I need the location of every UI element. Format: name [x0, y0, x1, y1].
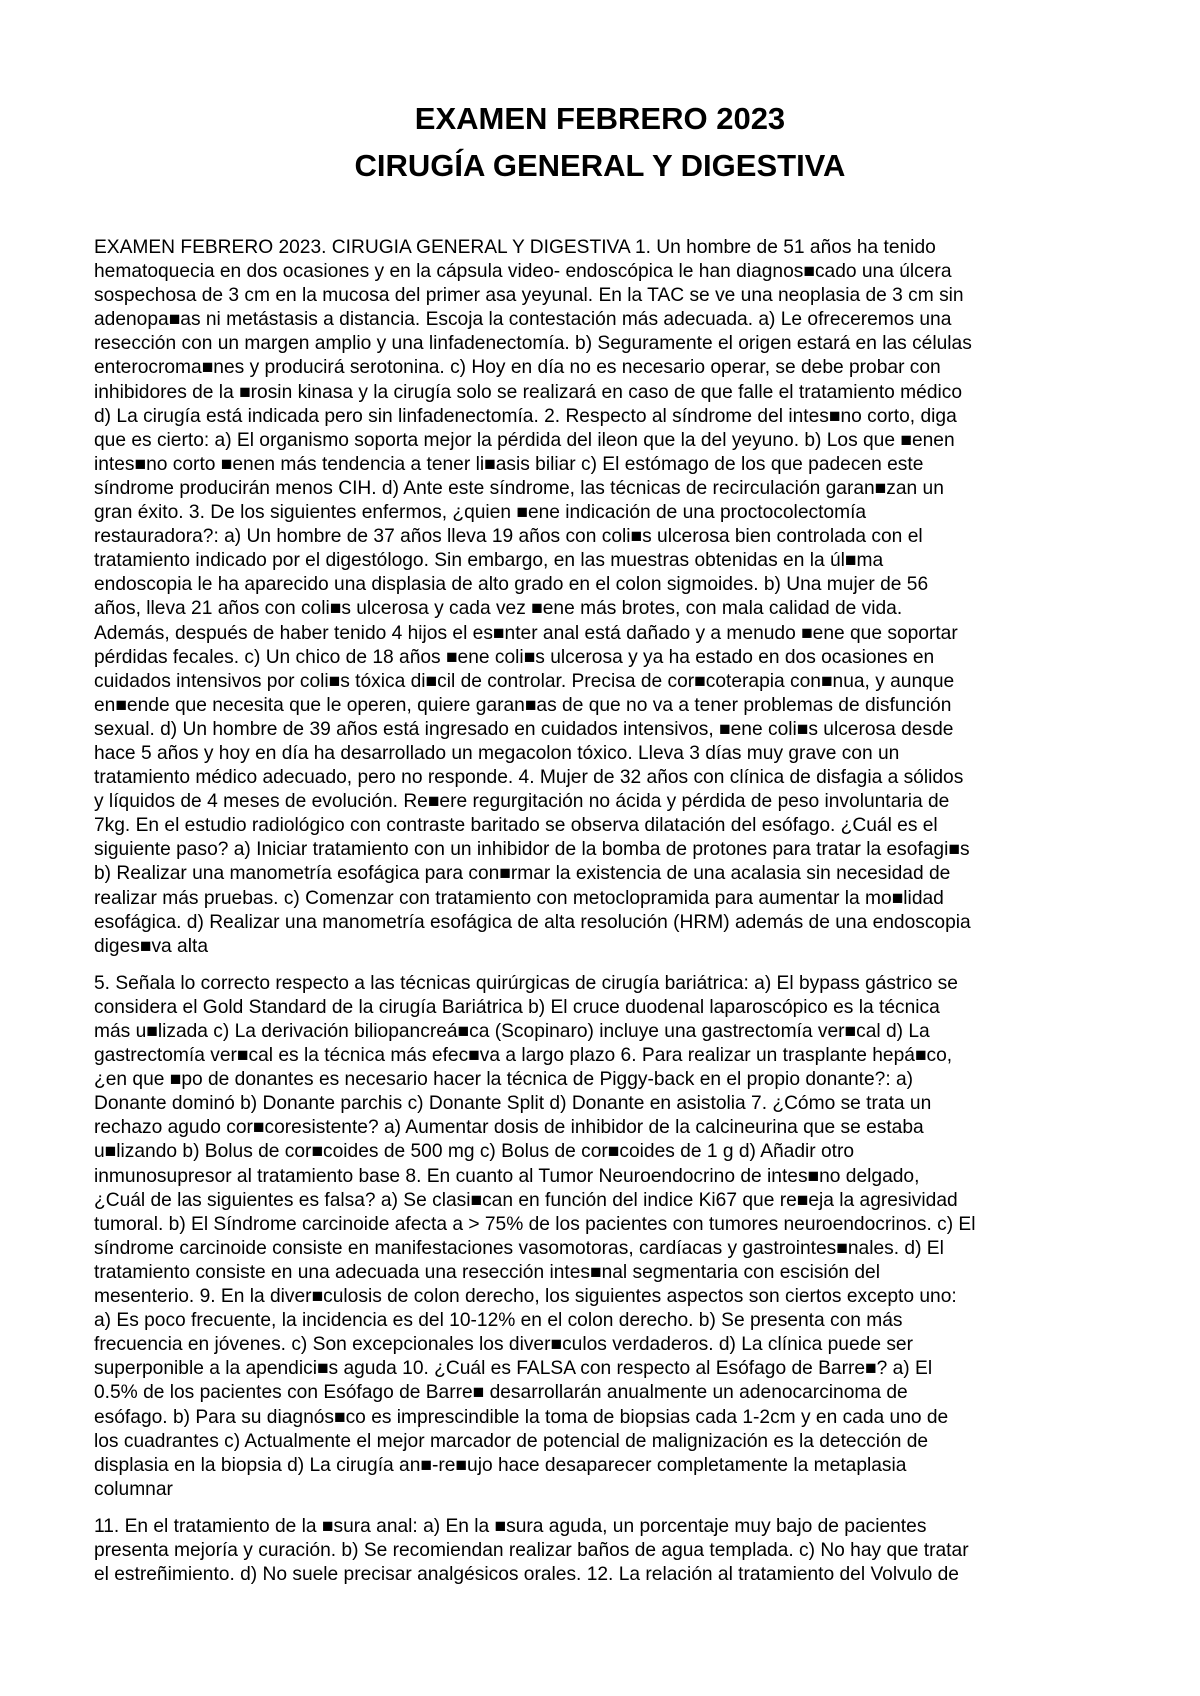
document-body — [94, 236, 1114, 1600]
paragraph-questions-11-12: 11. En el tratamiento de la ■sura anal: a) En la ■sura aguda, un porcentaje muy bajo de pacientes presenta mejoría y curación. b) Se recomiendan realizar baños de agua templada. c) No hay que tratar el estreñimiento. d) No suele precisar analgésicos orales. 12. La relación al tratamiento del Volvulo de — [94, 1515, 969, 1586]
paragraph-questions-5-10: 5. Señala lo correcto respecto a las técnicas quirúrgicas de cirugía bariátrica: a) El bypass gástrico se considera el Gold Standard de la cirugía Bariátrica b) El cruce duodenal laparoscópico es la técnica más u■lizada c) La derivación biliopancreá■ca (Scopinaro) incluye una gastrectomía ver■cal d) La gastrectomía ver■cal es la técnica más efec■va a largo plazo 6. Para realizar un trasplante hepá■co, ¿en que ■po de donantes es necesario hacer la técnica de Piggy-back en el propio donante?: a) Donante dominó b) Donante parchis c) Donante Split d) Donante en asistolia 7. ¿Cómo se trata un rechazo agudo cor■coresistente? a) Aumentar dosis de inhibidor de la calcineurina que se estaba u■lizando b) Bolus de cor■coides de 500 mg c) Bolus de cor■coides de 1 g d) Añadir otro inmunosupresor al tratamiento base 8. En cuanto al Tumor Neuroendocrino de intes■no delgado, ¿Cuál de las siguientes es falsa? a) Se clasi■can en función del indice Ki67 que re■eja la agresividad tumoral. b) El Síndrome carcinoide afecta a > 75% de los pacientes con tumores neuroendocrinos. c) El síndrome carcinoide consiste en manifestaciones vasomotoras, cardíacas y gastrointes■nales. d) El tratamiento consiste en una adecuada una resección intes■nal segmentaria con escisión del mesenterio. 9. En la diver■culosis de colon derecho, los siguientes aspectos son ciertos excepto uno: a) Es poco frecuente, la incidencia es del 10-12% en el colon derecho. b) Se presenta con más frecuencia en jóvenes. c) Son excepcionales los diver■culos verdaderos. d) La clínica puede ser superponible a la apendici■s aguda 10. ¿Cuál es FALSA con respecto al Esófago de Barre■? a) El 0.5% de los pacientes con Esófago de Barre■ desarrollarán anualmente un adenocarcinoma de esófago. b) Para su diagnós■co es imprescindible la toma de biopsias cada 1-2cm y en cada uno de los cuadrantes c) Actualmente el mejor marcador de potencial de malignización es la detección de displasia en la biopsia d) La cirugía an■-re■ujo hace desaparecer completamente la metaplasia columnar — [94, 972, 976, 1500]
title-line-1: EXAMEN FEBRERO 2023 — [414, 101, 786, 136]
paragraph-questions-1-4: EXAMEN FEBRERO 2023. CIRUGIA GENERAL Y DIGESTIVA 1. Un hombre de 51 años ha tenido hematoquecia en dos ocasiones y en la cápsula video- endoscópica le han diagnos■cado una úlcera sospechosa de 3 cm en la mucosa del primer asa yeyunal. En la TAC se ve una neoplasia de 3 cm sin adenopa■as ni metástasis a distancia. Escoja la contestación más adecuada. a) Le ofreceremos una resección con un margen amplio y una linfadenectomía. b) Seguramente el origen estará en las células enterocroma■nes y producirá serotonina. c) Hoy en día no es necesario operar, se debe probar con inhibidores de la ■rosin kinasa y la cirugía solo se realizará en caso de que falle el tratamiento médico d) La cirugía está indicada pero sin linfadenectomía. 2. Respecto al síndrome del intes■no corto, diga que es cierto: a) El organismo soporta mejor la pérdida del ileon que la del yeyuno. b) Los que ■enen intes■no corto ■enen más tendencia a tener li■asis biliar c) El estómago de los que padecen este síndrome producirán menos CIH. d) Ante este síndrome, las técnicas de recirculación garan■zan un gran éxito. 3. De los siguientes enfermos, ¿quien ■ene indicación de una proctocolectomía restauradora?: a) Un hombre de 37 años lleva 19 años con coli■s ulcerosa bien controlada con el tratamiento indicado por el digestólogo. Sin embargo, en las muestras obtenidas en la úl■ma endoscopia le ha aparecido una displasia de alto grado en el colon sigmoides. b) Una mujer de 56 años, lleva 21 años con coli■s ulcerosa y cada vez ■ene más brotes, con mala calidad de vida. Además, después de haber tenido 4 hijos el es■nter anal está dañado y a menudo ■ene que soportar pérdidas fecales. c) Un chico de 18 años ■ene coli■s ulcerosa y ya ha estado en dos ocasiones en cuidados intensivos por coli■s tóxica di■cil de controlar. Precisa de cor■coterapia con■nua, y aunque en■ende que necesita que le operen, quiere garan■as de que no va a tener problemas de disfunción sexual. d) Un hombre de 39 años está ingresado en cuidados intensivos, ■ene coli■s ulcerosa desde hace 5 años y hoy en día ha desarrollado un megacolon tóxico. Lleva 3 días muy grave con un tratamiento médico adecuado, pero no responde. 4. Mujer de 32 años con clínica de disfagia a sólidos y líquidos de 4 meses de evolución. Re■ere regurgitación no ácida y pérdida de peso involuntaria de 7kg. En el estudio radiológico con contraste baritado se observa dilatación del esófago. ¿Cuál es el siguiente paso? a) Iniciar tratamiento con un inhibidor de la bomba de protones para tratar la esofagi■s b) Realizar una manometría esofágica para con■rmar la existencia de una acalasia sin necesidad de realizar más pruebas. c) Comenzar con tratamiento con metoclopramida para aumentar la mo■lidad esofágica. d) Realizar una manometría esofágica de alta resolución (HRM) además de una endoscopia diges■va alta — [94, 237, 972, 957]
document-title — [0, 95, 1200, 189]
title-line-2: CIRUGÍA GENERAL Y DIGESTIVA — [354, 148, 846, 183]
